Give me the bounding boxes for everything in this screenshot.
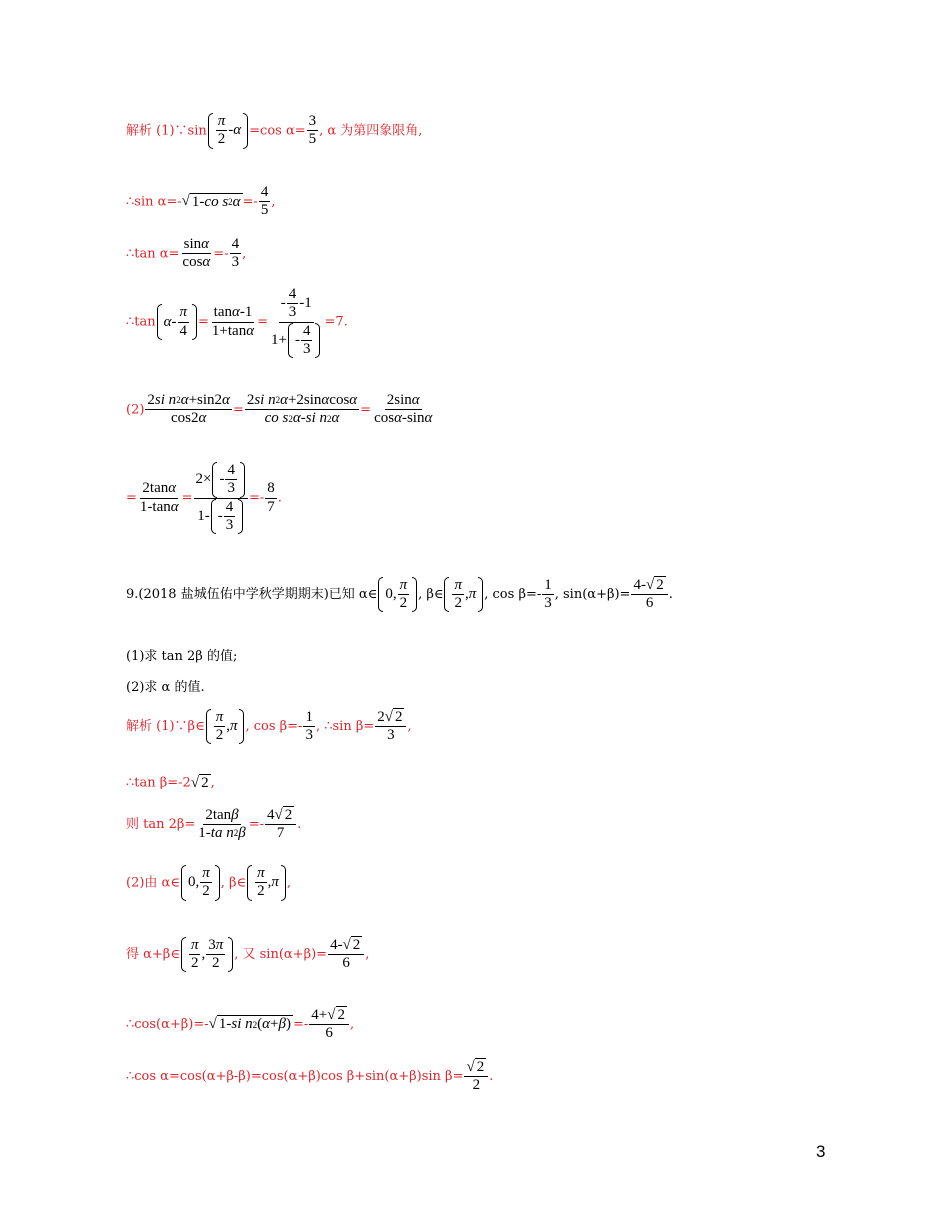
text-segment: , 又 sin(α+β)= <box>234 946 328 962</box>
interval: $\frac{\pi}{2}$ , π <box>246 865 287 901</box>
text-segment: ∴tan <box>126 314 156 330</box>
fraction: 2sin α cos α -sin α <box>374 392 433 427</box>
text-segment: , <box>210 775 215 791</box>
solution-label: 解析 (1)∵sin <box>126 123 207 139</box>
sqrt-expr: √ 2 <box>190 774 209 791</box>
solution-1-line-3 <box>126 236 246 272</box>
question-9 <box>126 576 673 613</box>
fraction: √ 2 2 <box>464 1058 488 1095</box>
text-segment: (2)由 α∈ <box>126 875 180 891</box>
solution-1-line-1 <box>126 113 422 149</box>
text-segment: = <box>181 490 193 506</box>
fraction: 2 si n 2 α +sin2 α cos2 α <box>147 392 230 427</box>
interval: $\frac{\pi}{2}$ , 3 π 2 <box>180 937 234 973</box>
sqrt-expr: √ 1- si n 2 ( α + β ) <box>208 1015 291 1033</box>
fraction: 2 √ 2 3 <box>375 708 406 745</box>
fraction: 4- √ 2 6 <box>328 936 364 973</box>
fraction: $\frac{1}{3}$ <box>544 576 552 611</box>
fraction: $\frac{8}{7}$ <box>267 480 275 515</box>
answer-1-line-1 <box>126 708 412 745</box>
text-segment: =7. <box>324 314 348 330</box>
answer-1-line-3 <box>126 806 301 843</box>
sqrt-expr: √ 1- co s 2 α <box>181 193 241 210</box>
fraction: $\frac{4}{3}$ <box>231 236 240 271</box>
fraction: $\frac{1}{3}$ <box>305 708 313 743</box>
answer-2-line-4 <box>126 1058 493 1095</box>
text-segment: (2) <box>126 402 145 418</box>
solution-2-line-2 <box>126 462 282 534</box>
text-segment: , β∈ <box>418 586 444 602</box>
text-segment: . <box>297 816 302 832</box>
text-segment: . <box>489 1068 494 1084</box>
text-segment: , α 为第四象限角, <box>319 123 423 139</box>
text-segment: =- <box>213 246 229 262</box>
answer-1-line-2 <box>126 774 215 792</box>
text-segment: ∴tan α= <box>126 246 180 262</box>
paren-expr: $\frac{\pi}{2}$ - α <box>207 113 249 149</box>
fraction: 2tan α 1-tan α <box>139 480 179 515</box>
fraction: sin α cos α <box>182 236 211 271</box>
fraction: 2tan β 1- ta n 2 β <box>198 806 246 841</box>
text-segment: = <box>360 402 372 418</box>
paren-expr: α - $\frac{\pi}{4}$ <box>156 304 198 340</box>
text-segment: =- <box>248 490 265 506</box>
text-segment: = <box>198 314 209 330</box>
solution-label: 解析 (1)∵β∈ <box>126 718 205 734</box>
text-segment: , <box>242 246 247 262</box>
fraction: 2 si n 2 α +2sin α cos α co s 2 α - si n 2 α <box>246 392 358 427</box>
answer-2-line-3 <box>126 1006 354 1043</box>
text-segment: , cos β=- <box>245 718 303 734</box>
text-segment: . <box>668 586 673 602</box>
text-segment: , <box>350 1016 355 1032</box>
solution-2-line-1 <box>126 392 435 428</box>
text-segment: , <box>286 875 292 891</box>
text-segment: , β∈ <box>220 875 247 891</box>
text-segment: , <box>365 946 370 962</box>
fraction: $\frac{4}{5}$ <box>260 184 269 219</box>
text-segment: = <box>232 402 244 418</box>
text-segment: =cos α= <box>249 123 306 139</box>
text-segment: , ∴sin β= <box>315 718 375 734</box>
fraction: 4 √ 2 7 <box>265 806 296 843</box>
text-segment: ∴tan β=-2 <box>126 775 191 791</box>
sub-question-2: (2)求 α 的值. <box>126 680 205 695</box>
text-segment: =- <box>242 194 258 210</box>
interval: 0, $\frac{\pi}{2}$ <box>180 865 221 901</box>
text-segment: = <box>257 314 268 330</box>
answer-2-line-1 <box>126 865 291 901</box>
text-segment: , <box>271 194 276 210</box>
fraction: 4+ √ 2 6 <box>309 1006 349 1043</box>
answer-2-line-2 <box>126 936 369 973</box>
text-segment: , <box>407 718 412 734</box>
text-segment: =- <box>248 816 264 832</box>
text-segment: , sin(α+β)= <box>554 586 631 602</box>
interval: $\frac{\pi}{2}$ , π <box>443 577 484 613</box>
question-text: 9.(2018 盐城伍佑中学秋学期期末)已知 α∈ <box>126 586 378 602</box>
fraction: 2× - $\frac{4}{3}$ 1- - $\frac{4}{3}$ <box>194 462 248 534</box>
solution-1-line-2 <box>126 184 275 220</box>
text-segment: 得 α+β∈ <box>126 946 180 962</box>
fraction: - $\frac{4}{3}$ -1 1+ - $\frac{4}{3}$ <box>269 286 323 358</box>
text-segment: 则 tan 2β= <box>126 816 196 832</box>
text-segment: =- <box>293 1016 309 1032</box>
text-segment: , cos β=- <box>484 586 542 602</box>
text-segment: . <box>277 490 282 506</box>
text-segment: = <box>126 490 137 506</box>
fraction: $\frac{3}{5}$ <box>308 113 317 148</box>
interval: 0, $\frac{\pi}{2}$ <box>377 577 418 613</box>
text-segment: ∴cos α=cos(α+β-β)=cos(α+β)cos β+sin(α+β)sin β= <box>126 1068 464 1084</box>
page-number: 3 <box>816 1142 826 1161</box>
interval: $\frac{\pi}{2}$ , π <box>205 709 246 745</box>
sub-question-1: (1)求 tan 2β 的值; <box>126 649 238 664</box>
fraction: 4- √ 2 6 <box>631 576 667 613</box>
text-segment: ∴sin α=- <box>126 194 182 210</box>
text-segment: ∴cos(α+β)=- <box>126 1016 209 1032</box>
solution-1-line-4 <box>126 286 348 358</box>
fraction: tan α -1 1+tan α <box>211 304 255 339</box>
